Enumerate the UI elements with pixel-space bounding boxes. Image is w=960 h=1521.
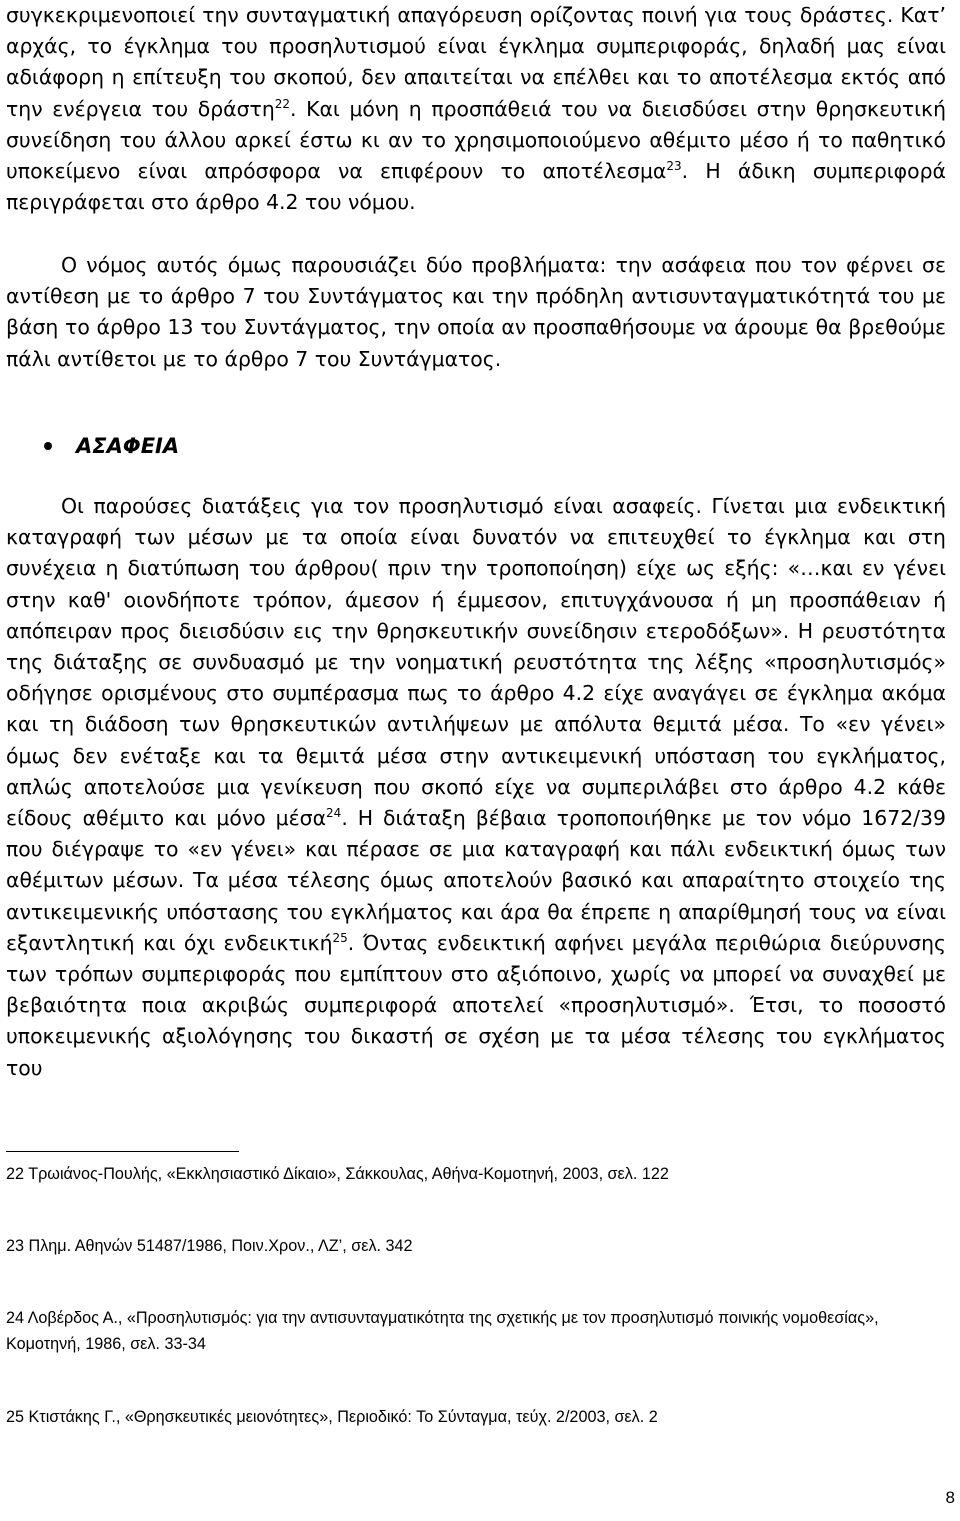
footnote-ref-23[interactable]: 23: [666, 159, 682, 174]
footnote-22: 22 Τρωιάνος-Πουλής, «Εκκλησιαστικό Δίκαιο», Σάκκουλας, Αθήνα-Κομοτηνή, 2003, σελ. 122: [6, 1165, 669, 1183]
paragraph-1-text-c: . Η άδικη συμπεριφορά περιγράφεται στο άρθρο 4.2 του νόμου.: [6, 159, 946, 215]
paragraph-1: [6, 0, 946, 218]
footnote-25: 25 Κτιστάκης Γ., «Θρησκευτικές μειονότητες», Περιοδικό: Το Σύνταγμα, τεύχ. 2/2003, σελ. 2: [6, 1408, 658, 1426]
paragraph-3-text-b: . Η διάταξη βέβαια τροποποιήθηκε με τον νόμο 1672/39 που διέγραψε το «εν γένει» και πέρασε σε μια καταγραφή και πάλι ενδεικτική όμως των αθέμιτων μέσων. Τα μέσα τέλεσης όμως αποτελούν βασικό και απαραίτητο στοιχείο της αντικειμενικής υπόστασης του εγκλήματος και άρα θα έπρεπε η απαρίθμησή τους να είναι εξαντλητική και όχι ενδεικτική: [6, 806, 946, 955]
section-heading: [44, 434, 179, 458]
paragraph-2: [6, 250, 946, 375]
paragraph-1-text-b: . Και μόνη η προσπάθειά του να διεισδύσει στην θρησκευτική συνείδηση του άλλου αρκεί έστω κι αν το χρησιμοποιούμενο αθέμιτο μέσο ή το παθητικό υποκείμενο είναι απρόσφορα να επιφέρουν το αποτέλεσμα: [6, 96, 946, 184]
paragraph-2-text: Ο νόμος αυτός όμως παρουσιάζει δύο προβλήματα: την ασάφεια που τον φέρνει σε αντίθεση με το άρθρο 7 του Συντάγματος και την πρόδηλη αντισυνταγματικότητά του με βάση το άρθρο 13 του Συντάγματος, την οποία αν προσπαθήσουμε να άρουμε θα βρεθούμε πάλι αντίθετοι με το άρθρο 7 του Συντάγματος.: [6, 253, 946, 371]
footnote-separator: [6, 1151, 239, 1152]
footnote-ref-24[interactable]: 24: [326, 806, 342, 821]
footnote-23: 23 Πλημ. Αθηνών 51487/1986, Ποιν.Χρον., ΛΖ’, σελ. 342: [6, 1237, 413, 1255]
footnote-ref-25[interactable]: 25: [332, 931, 348, 946]
paragraph-3-text-c: . Όντας ενδεικτική αφήνει μεγάλα περιθώρια διεύρυνσης των τρόπων συμπεριφοράς που εμπίπτουν στο αξιόποινο, χωρίς να μπορεί να συναχθεί με βεβαιότητα ποια ακριβώς συμπεριφορά αποτελεί «προσηλυτισμό». Έτσι, το ποσοστό υποκειμενικής αξιολόγησης του δικαστή σε σχέση με τα μέσα τέλεσης του εγκλήματος του: [6, 930, 946, 1080]
paragraph-3: [6, 491, 946, 1084]
footnote-ref-22[interactable]: 22: [274, 96, 291, 111]
footnote-24: 24 Λοβέρδος Α., «Προσηλυτισμός: για την αντισυνταγματικότητα της σχετικής με τον προσηλυτισμό ποινικής νομοθεσίας», Κομοτηνή, 1986, σελ. 33-34: [6, 1309, 879, 1353]
paragraph-3-text-a: Οι παρούσες διατάξεις για τον προσηλυτισμό είναι ασαφείς. Γίνεται μια ενδεικτική καταγραφή των μέσων με τα οποία είναι δυνατόν να επιτευχθεί το έγκλημα και στη συνέχεια η διατύπωση του άρθρου( πριν την τροποποίηση) είχε ως εξής: «…και εν γένει στην καθ' οιονδήποτε τρόπον, άμεσον ή έμμεσον, επιτυγχάνουσα ή μη προσπάθειαν ή απόπειραν προς διεισδύσιν εις την θρησκευτικήν συνείδησιν ετεροδόξων». Η ρευστότητα της διάταξης σε συνδυασμό με την νοηματική ρευστότητα της λέξης «προσηλυτισμός» οδήγησε ορισμένους στο συμπέρασμα πως το άρθρο 4.2 είχε αναγάγει σε έγκλημα ακόμα και τη διάδοση των θρησκευτικών αντιλήψεων με απόλυτα θεμιτά μέσα. Το «εν γένει» όμως δεν ενέταξε και τα θεμιτά μέσα στην αντικειμενική υπόσταση του εγκλήματος, απλώς αποτελούσε μια γενίκευση που σκοπό είχε να συμπεριλάβει στο άρθρο 4.2 κάθε είδους αθέμιτο και μόνο μέσα: [6, 494, 946, 831]
section-heading-text: ΑΣΑΦΕΙΑ: [76, 434, 180, 458]
paragraph-1-text-a: συγκεκριμενοποιεί την συνταγματική απαγόρευση ορίζοντας ποινή για τους δράστες. Κατ’ αρχάς, το έγκλημα του προσηλυτισμού είναι έγκλημα συμπεριφοράς, δηλαδή μας είναι αδιάφορη η επίτευξη του σκοπού, δεν απαιτείται να επέλθει και το αποτέλεσμα εκτός από την ενέργεια του δράστη: [6, 3, 946, 121]
bullet-icon: [44, 442, 52, 450]
page-number: 8: [945, 1488, 955, 1507]
